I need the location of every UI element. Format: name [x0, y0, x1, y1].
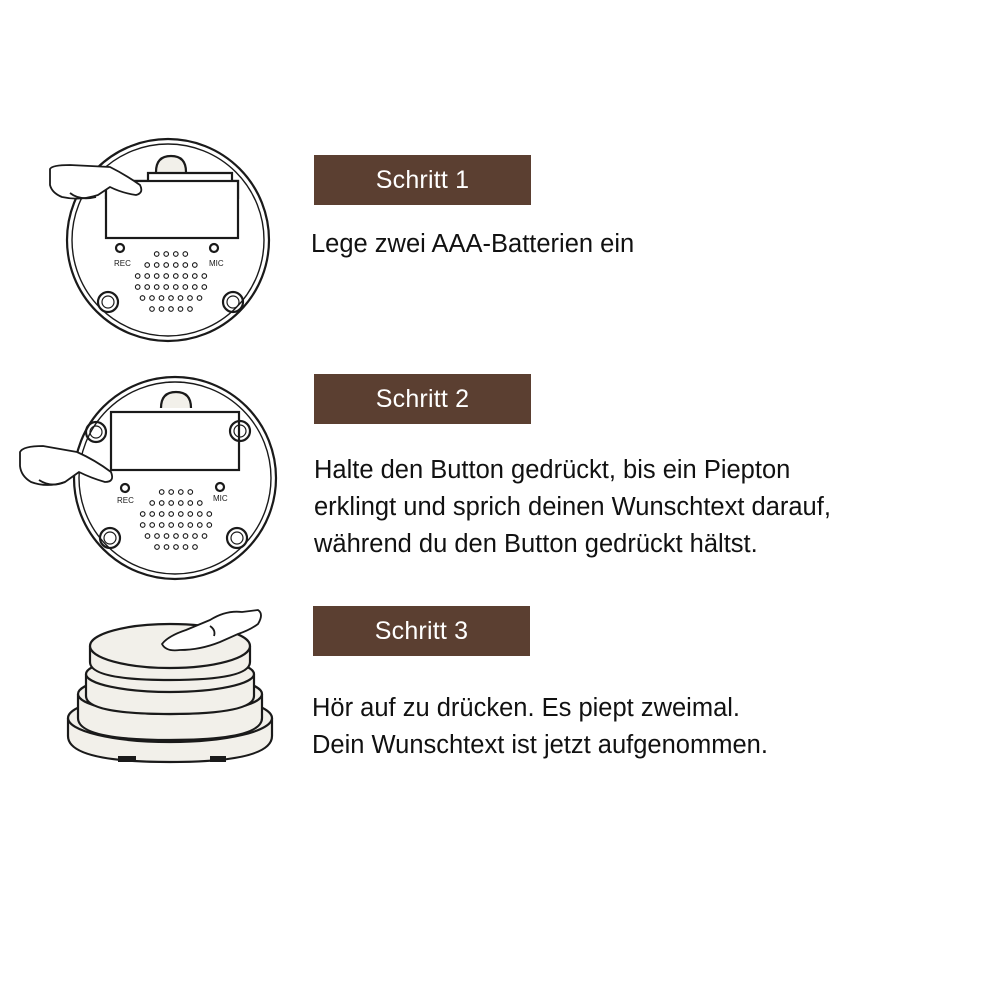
step-3-line-2: Dein Wunschtext ist jetzt aufgenommen. [312, 731, 768, 759]
step-1-label: Schritt 1 [314, 155, 531, 205]
mic-label: MIC [209, 259, 224, 268]
step-2-line-1: Halte den Button gedrückt, bis ein Piepton [314, 456, 791, 484]
step-3-description [312, 690, 768, 764]
step-1-description [311, 226, 634, 263]
device-back-rec-button-icon [15, 372, 285, 587]
rec-label: REC [114, 259, 131, 268]
step-2-label: Schritt 2 [314, 374, 531, 424]
rec-label-2: REC [117, 496, 134, 505]
mic-label-2: MIC [213, 494, 228, 503]
step-3-label: Schritt 3 [313, 606, 530, 656]
step-2-description [314, 452, 831, 563]
device-front-press-icon [60, 600, 290, 770]
step-1-line-1: Lege zwei AAA-Batterien ein [311, 230, 635, 258]
device-back-battery-icon [40, 135, 290, 350]
step-2-line-2: erklingt und sprich deinen Wunschtext darauf, [314, 493, 831, 521]
step-3-line-1: Hör auf zu drücken. Es piept zweimal. [312, 694, 741, 722]
step-2-line-3: während du den Button gedrückt hältst. [314, 530, 758, 558]
